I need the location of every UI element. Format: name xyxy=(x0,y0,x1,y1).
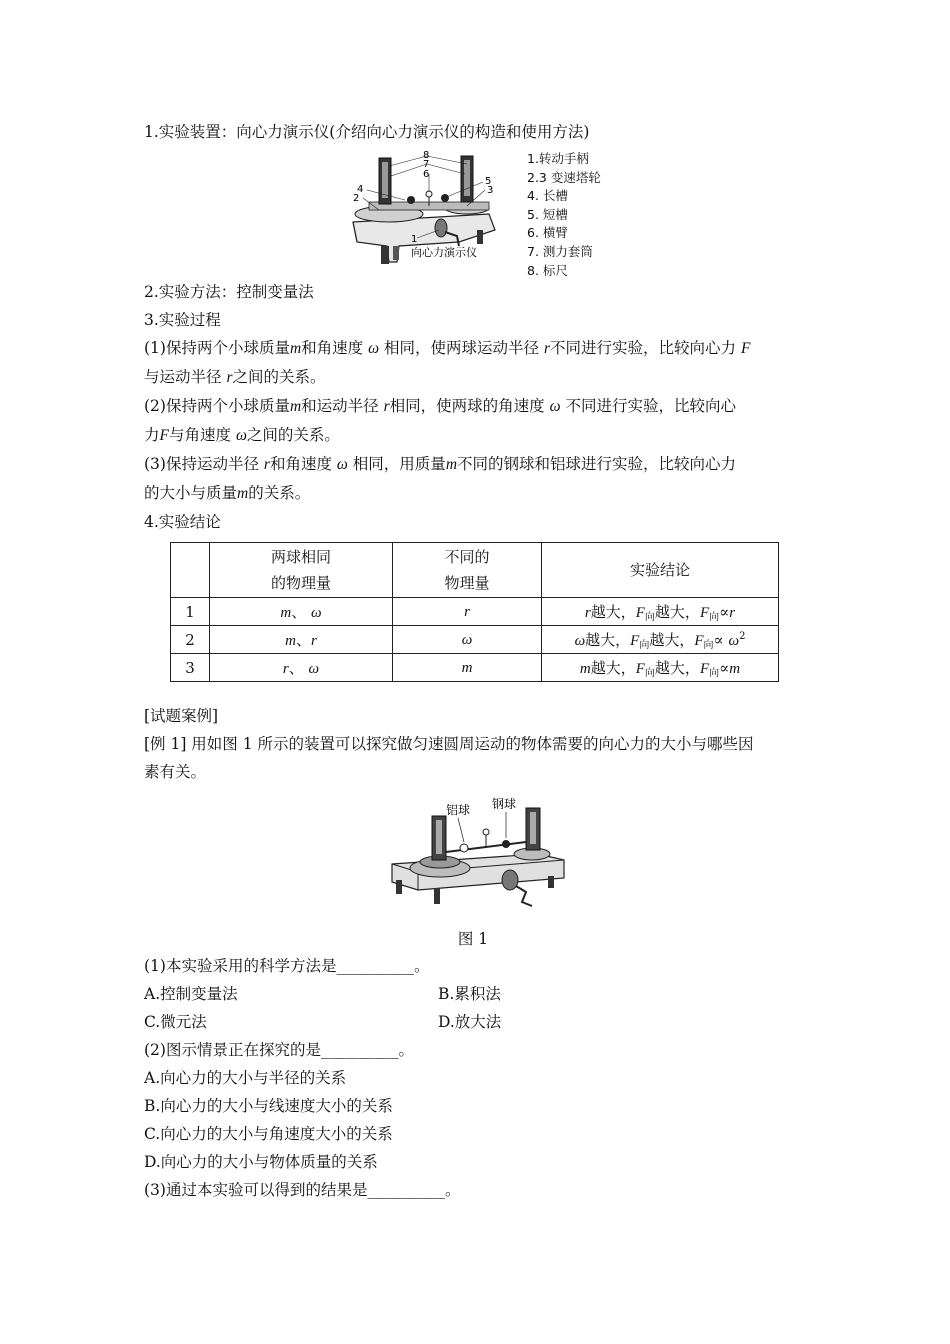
section-4-heading: 4.实验结论 xyxy=(144,513,221,531)
option-c: C.微元法 xyxy=(144,1013,207,1031)
fig-num-8: 8 xyxy=(423,150,430,161)
header-same-quantity: 两球相同 的物理量 xyxy=(210,543,393,598)
question-1-options-row xyxy=(144,1008,812,1036)
section-3-heading: 3.实验过程 xyxy=(144,311,221,329)
legend-item: 2.3 变速塔轮 xyxy=(527,169,601,185)
procedure-1: (1)保持两个小球质量m和角速度 ω 相同，使两球运动半径 r不同进行实验，比较向心力 F 与运动半径 r之间的关系。 xyxy=(144,339,751,386)
example-1-text-cont: 素有关。 xyxy=(144,763,207,781)
header-conclusion: 实验结论 xyxy=(542,543,779,598)
question-3: (3)通过本实验可以得到的结果是__________。 xyxy=(144,1181,461,1199)
option-a: A.向心力的大小与半径的关系 xyxy=(144,1069,347,1087)
table-row: 2 m、r ω ω越大，$F_向$越大，$F_向\propto \omega^2$ xyxy=(171,626,779,654)
option-a: A.控制变量法 xyxy=(144,985,238,1003)
figure-demonstrator xyxy=(144,150,812,278)
option-b: B.累积法 xyxy=(438,985,501,1003)
apparatus-drawing xyxy=(388,794,568,924)
procedure-3: (3)保持运动半径 r和角速度 ω 相同，用质量m不同的钢球和铝球进行实验，比较向心力 的大小与质量m的关系。 xyxy=(144,455,737,502)
label-steel-ball: 钢球 xyxy=(492,797,517,811)
legend-item: 5. 短槽 xyxy=(527,206,568,222)
table-row: 1 m、 ω r r越大，$F_向$越大，$F_向\propto r$ xyxy=(171,598,779,626)
legend-item: 7. 测力套筒 xyxy=(527,243,593,259)
label-aluminum-ball: 铝球 xyxy=(446,803,471,817)
table-row: 3 r、 ω m m越大，$F_向$越大，$F_向\propto m$ xyxy=(171,654,779,682)
legend-item: 8. 标尺 xyxy=(527,262,568,278)
question-1-options-row xyxy=(144,980,812,1008)
conclusion-table xyxy=(170,542,779,682)
option-d: D.向心力的大小与物体质量的关系 xyxy=(144,1153,378,1171)
fig-num-2: 2 xyxy=(353,193,360,204)
figure-1 xyxy=(144,794,812,926)
example-1-text: [例 1] 用如图 1 所示的装置可以探究做匀速圆周运动的物体需要的向心力的大小与哪些因 xyxy=(144,735,754,753)
case-heading: [试题案例] xyxy=(144,707,219,725)
centripetal-demonstrator-drawing xyxy=(349,150,509,274)
option-d: D.放大法 xyxy=(438,1013,502,1031)
fig-num-7: 7 xyxy=(423,159,430,170)
document-page xyxy=(144,118,812,1204)
section-2-heading: 2.实验方法：控制变量法 xyxy=(144,283,314,301)
table-header-row xyxy=(171,543,779,598)
option-c: C.向心力的大小与角速度大小的关系 xyxy=(144,1125,393,1143)
legend-item: 4. 长槽 xyxy=(527,188,568,204)
option-b: B.向心力的大小与线速度大小的关系 xyxy=(144,1097,393,1115)
legend-item: 6. 横臂 xyxy=(527,225,568,241)
question-2: (2)图示情景正在探究的是__________。 xyxy=(144,1041,414,1059)
figure-1-caption: 图 1 xyxy=(457,930,489,948)
figure-legend xyxy=(527,150,601,280)
header-different-quantity: 不同的 物理量 xyxy=(393,543,542,598)
fig-num-5: 5 xyxy=(485,176,492,187)
figure-caption: 向心力演示仪 xyxy=(411,246,477,259)
section-1-heading: 1.实验装置：向心力演示仪(介绍向心力演示仪的构造和使用方法) xyxy=(144,123,590,141)
procedure-2: (2)保持两个小球质量m和运动半径 r相同，使两球的角速度 ω 不同进行实验，比较向心 力F与角速度 ω之间的关系。 xyxy=(144,397,737,444)
fig-num-1: 1 xyxy=(411,234,418,245)
fig-num-4: 4 xyxy=(357,184,364,195)
question-1: (1)本实验采用的科学方法是__________。 xyxy=(144,957,430,975)
fig-num-3: 3 xyxy=(487,185,494,196)
legend-item: 1.转动手柄 xyxy=(527,151,589,166)
fig-num-6: 6 xyxy=(423,169,430,180)
